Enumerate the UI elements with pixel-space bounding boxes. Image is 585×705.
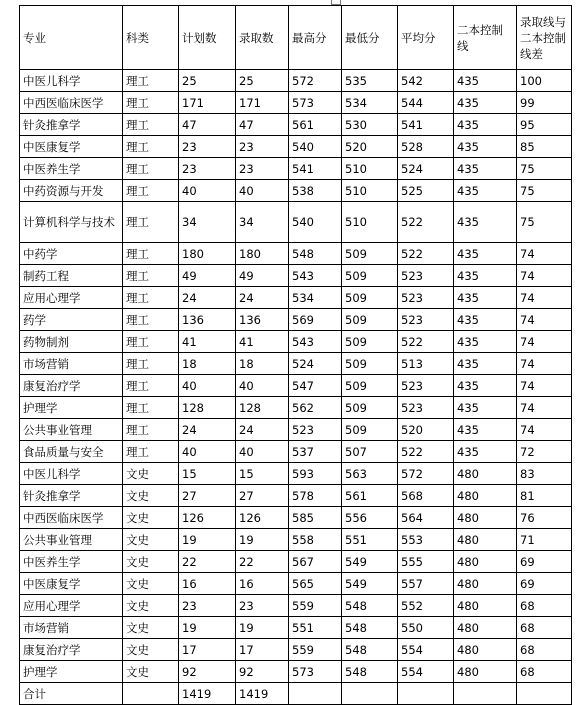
table-cell: 25 [236,70,289,92]
table-cell: 75 [517,180,572,202]
table-cell: 573 [289,661,342,683]
table-cell: 76 [517,507,572,529]
table-cell: 74 [517,419,572,441]
table-cell: 555 [398,551,454,573]
table-cell: 16 [179,573,236,595]
table-cell: 563 [342,463,398,485]
table-cell: 92 [236,661,289,683]
table-cell: 24 [179,419,236,441]
table-cell: 543 [289,331,342,353]
table-cell: 理工 [123,202,179,243]
table-cell: 528 [398,136,454,158]
table-cell: 中医康复学 [20,136,123,158]
table-cell: 中医康复学 [20,573,123,595]
table-cell: 41 [179,331,236,353]
table-cell: 49 [236,265,289,287]
table-cell: 74 [517,375,572,397]
table-cell: 136 [179,309,236,331]
table-cell: 524 [398,158,454,180]
table-cell: 中药学 [20,243,123,265]
table-cell: 573 [289,92,342,114]
table-cell [398,683,454,705]
table-cell: 1419 [236,683,289,705]
total-row [20,683,572,705]
table-cell: 564 [398,507,454,529]
table-cell: 480 [454,507,517,529]
table-cell: 543 [289,265,342,287]
table-cell: 74 [517,331,572,353]
table-cell: 食品质量与安全 [20,441,123,463]
table-cell: 19 [179,529,236,551]
table-cell: 552 [398,595,454,617]
table-cell: 549 [342,573,398,595]
table-cell: 药学 [20,309,123,331]
table-cell: 572 [398,463,454,485]
table-cell: 68 [517,595,572,617]
table-cell: 理工 [123,243,179,265]
table-cell: 551 [342,529,398,551]
table-row [20,309,572,331]
table-cell: 康复治疗学 [20,375,123,397]
table-row [20,180,572,202]
table-row [20,331,572,353]
table-cell: 534 [289,287,342,309]
table-cell: 548 [342,595,398,617]
header-control-line: 二本控制线 [454,6,517,70]
table-cell: 制药工程 [20,265,123,287]
table-cell: 435 [454,180,517,202]
table-cell: 523 [398,309,454,331]
table-cell: 74 [517,265,572,287]
table-cell: 435 [454,353,517,375]
table-row [20,639,572,661]
table-cell: 567 [289,551,342,573]
table-cell: 535 [342,70,398,92]
table-cell: 559 [289,639,342,661]
table-cell: 22 [236,551,289,573]
table-cell: 180 [179,243,236,265]
table-cell: 中西医临床医学 [20,507,123,529]
header-admitted: 录取数 [236,6,289,70]
table-cell [123,683,179,705]
table-cell: 23 [236,136,289,158]
table-cell: 公共事业管理 [20,419,123,441]
table-cell: 23 [179,595,236,617]
table-cell: 文史 [123,529,179,551]
table-cell: 435 [454,114,517,136]
table-cell: 理工 [123,114,179,136]
table-cell: 公共事业管理 [20,529,123,551]
table-cell: 理工 [123,397,179,419]
table-cell: 538 [289,180,342,202]
table-cell: 文史 [123,507,179,529]
table-cell: 应用心理学 [20,595,123,617]
table-row [20,92,572,114]
table-cell: 74 [517,397,572,419]
table-cell: 551 [289,617,342,639]
table-cell: 83 [517,463,572,485]
table-cell: 23 [179,136,236,158]
table-cell: 510 [342,180,398,202]
table-cell: 理工 [123,92,179,114]
table-cell: 569 [289,309,342,331]
header-highest: 最高分 [289,6,342,70]
header-row [20,6,572,70]
table-cell: 572 [289,70,342,92]
table-cell: 509 [342,331,398,353]
table-cell: 68 [517,617,572,639]
table-cell: 561 [342,485,398,507]
table-cell: 市场营销 [20,353,123,375]
table-cell: 药物制剂 [20,331,123,353]
table-row [20,419,572,441]
table-cell: 547 [289,375,342,397]
table-row [20,661,572,683]
table-row [20,397,572,419]
table-cell: 74 [517,243,572,265]
table-cell: 523 [398,397,454,419]
table-cell: 548 [342,661,398,683]
table-cell: 128 [179,397,236,419]
table-cell: 525 [398,180,454,202]
table-cell: 561 [289,114,342,136]
table-cell: 文史 [123,595,179,617]
table-cell: 40 [179,441,236,463]
table-cell: 554 [398,639,454,661]
table-cell: 16 [236,573,289,595]
table-cell: 中西医临床医学 [20,92,123,114]
table-row [20,202,572,243]
table-cell: 171 [236,92,289,114]
table-cell: 136 [236,309,289,331]
table-row [20,595,572,617]
table-cell: 文史 [123,617,179,639]
table-cell: 509 [342,397,398,419]
table-cell: 69 [517,573,572,595]
table-cell: 理工 [123,158,179,180]
table-cell: 435 [454,287,517,309]
table-cell: 510 [342,202,398,243]
table-cell: 523 [398,375,454,397]
table-cell: 15 [179,463,236,485]
table-cell: 520 [398,419,454,441]
table-cell [517,683,572,705]
table-cell: 理工 [123,70,179,92]
table-row [20,243,572,265]
table-cell: 537 [289,441,342,463]
table-cell: 41 [236,331,289,353]
table-cell: 99 [517,92,572,114]
header-diff: 录取线与二本控制线差 [517,6,572,70]
table-cell: 540 [289,202,342,243]
table-cell: 509 [342,265,398,287]
table-cell: 509 [342,353,398,375]
table-cell: 理工 [123,309,179,331]
table-cell: 47 [236,114,289,136]
admission-score-table [19,5,572,705]
table-cell: 513 [398,353,454,375]
table-cell: 509 [342,375,398,397]
table-row [20,114,572,136]
table-cell: 509 [342,419,398,441]
table-cell: 75 [517,158,572,180]
table-row [20,353,572,375]
table-cell: 435 [454,441,517,463]
table-cell [342,683,398,705]
table-row [20,573,572,595]
table-cell: 541 [398,114,454,136]
table-cell: 509 [342,243,398,265]
table-cell: 85 [517,136,572,158]
table-cell: 523 [398,287,454,309]
table-cell: 530 [342,114,398,136]
table-cell: 40 [179,180,236,202]
table-cell: 593 [289,463,342,485]
table-cell: 理工 [123,287,179,309]
table-cell: 534 [342,92,398,114]
header-average: 平均分 [398,6,454,70]
table-cell: 480 [454,551,517,573]
table-cell: 554 [398,661,454,683]
table-cell: 542 [398,70,454,92]
table-cell: 中医养生学 [20,158,123,180]
table-cell: 435 [454,265,517,287]
table-cell: 507 [342,441,398,463]
table-cell: 27 [179,485,236,507]
table-cell: 549 [342,551,398,573]
table-cell: 应用心理学 [20,287,123,309]
table-cell: 17 [179,639,236,661]
table-row [20,485,572,507]
table-cell: 480 [454,639,517,661]
table-cell: 中医儿科学 [20,463,123,485]
table-cell: 435 [454,331,517,353]
table-cell: 24 [179,287,236,309]
table-cell: 522 [398,331,454,353]
table-cell: 24 [236,287,289,309]
table-cell: 护理学 [20,661,123,683]
table-cell: 中医儿科学 [20,70,123,92]
header-major: 专业 [20,6,123,70]
table-cell: 556 [342,507,398,529]
table-cell: 548 [342,617,398,639]
table-cell: 523 [289,419,342,441]
table-cell: 510 [342,158,398,180]
table-cell: 市场营销 [20,617,123,639]
table-cell: 524 [289,353,342,375]
table-cell: 文史 [123,639,179,661]
table-cell: 540 [289,136,342,158]
table-cell: 435 [454,397,517,419]
table-cell: 计算机科学与技术 [20,202,123,243]
table-cell: 23 [236,158,289,180]
table-cell: 74 [517,287,572,309]
table-cell: 435 [454,419,517,441]
table-cell: 40 [179,375,236,397]
table-cell: 523 [398,265,454,287]
table-cell: 568 [398,485,454,507]
table-cell: 68 [517,661,572,683]
table-body [20,70,572,705]
table-cell: 19 [236,529,289,551]
table-cell: 562 [289,397,342,419]
table-cell: 100 [517,70,572,92]
table-cell: 72 [517,441,572,463]
table-cell: 585 [289,507,342,529]
table-cell: 541 [289,158,342,180]
table-cell: 中药资源与开发 [20,180,123,202]
table-cell: 578 [289,485,342,507]
table-cell: 520 [342,136,398,158]
table-cell: 522 [398,202,454,243]
header-lowest: 最低分 [342,6,398,70]
table-cell: 23 [179,158,236,180]
table-cell: 522 [398,441,454,463]
table-cell: 理工 [123,419,179,441]
table-cell: 480 [454,463,517,485]
table-cell: 92 [179,661,236,683]
table-cell: 27 [236,485,289,507]
table-cell: 435 [454,202,517,243]
table-cell: 针灸推拿学 [20,485,123,507]
table-cell: 49 [179,265,236,287]
table-cell: 435 [454,92,517,114]
table-row [20,529,572,551]
table-cell: 435 [454,375,517,397]
table-cell: 文史 [123,551,179,573]
table-cell: 合计 [20,683,123,705]
table-cell: 18 [179,353,236,375]
table-cell: 文史 [123,485,179,507]
table-cell: 548 [289,243,342,265]
table-cell: 护理学 [20,397,123,419]
table-cell: 544 [398,92,454,114]
table-cell: 565 [289,573,342,595]
table-cell: 522 [398,243,454,265]
table-cell: 34 [236,202,289,243]
table-row [20,507,572,529]
table-cell: 针灸推拿学 [20,114,123,136]
table-cell: 40 [236,375,289,397]
table-cell: 480 [454,529,517,551]
table-cell: 95 [517,114,572,136]
table-cell: 40 [236,441,289,463]
table-row [20,136,572,158]
table-cell: 435 [454,158,517,180]
table-cell: 435 [454,243,517,265]
table-cell: 15 [236,463,289,485]
table-cell: 文史 [123,661,179,683]
table-cell: 中医养生学 [20,551,123,573]
table-cell: 理工 [123,375,179,397]
table-cell: 553 [398,529,454,551]
table-cell: 理工 [123,180,179,202]
table-cell: 550 [398,617,454,639]
table-cell: 康复治疗学 [20,639,123,661]
table-row [20,463,572,485]
table-cell: 19 [236,617,289,639]
table-cell: 23 [236,595,289,617]
table-cell: 171 [179,92,236,114]
table-cell: 509 [342,287,398,309]
table-cell: 480 [454,661,517,683]
table-row [20,441,572,463]
table-cell: 126 [236,507,289,529]
table-cell: 435 [454,70,517,92]
table-cell: 74 [517,309,572,331]
table-cell: 文史 [123,573,179,595]
table-cell: 480 [454,573,517,595]
table-cell: 68 [517,639,572,661]
table-cell: 559 [289,595,342,617]
table-cell: 22 [179,551,236,573]
table-cell: 文史 [123,463,179,485]
table-row [20,70,572,92]
table-cell [289,683,342,705]
table-cell: 理工 [123,353,179,375]
table-cell: 435 [454,136,517,158]
table-cell: 34 [179,202,236,243]
table-cell: 理工 [123,265,179,287]
table-cell: 理工 [123,331,179,353]
table-cell: 81 [517,485,572,507]
table-cell: 24 [236,419,289,441]
table-cell: 180 [236,243,289,265]
table-cell: 557 [398,573,454,595]
table-row [20,287,572,309]
table-cell: 480 [454,595,517,617]
table-cell: 19 [179,617,236,639]
table-cell: 126 [179,507,236,529]
table-cell: 17 [236,639,289,661]
table-cell: 71 [517,529,572,551]
table-cell: 558 [289,529,342,551]
header-plan: 计划数 [179,6,236,70]
table-row [20,551,572,573]
table-cell: 69 [517,551,572,573]
table-cell: 40 [236,180,289,202]
table-cell: 25 [179,70,236,92]
table-cell: 1419 [179,683,236,705]
table-row [20,158,572,180]
table-row [20,375,572,397]
table-cell: 548 [342,639,398,661]
table-row [20,617,572,639]
table-cell: 128 [236,397,289,419]
table-cell: 480 [454,485,517,507]
table-cell: 435 [454,309,517,331]
table-cell: 75 [517,202,572,243]
header-category: 科类 [123,6,179,70]
table-cell: 47 [179,114,236,136]
table-cell: 509 [342,309,398,331]
table-cell: 480 [454,617,517,639]
table-row [20,265,572,287]
table-cell: 理工 [123,136,179,158]
table-cell: 18 [236,353,289,375]
table-cell: 理工 [123,441,179,463]
table-cell [454,683,517,705]
table-cell: 74 [517,353,572,375]
